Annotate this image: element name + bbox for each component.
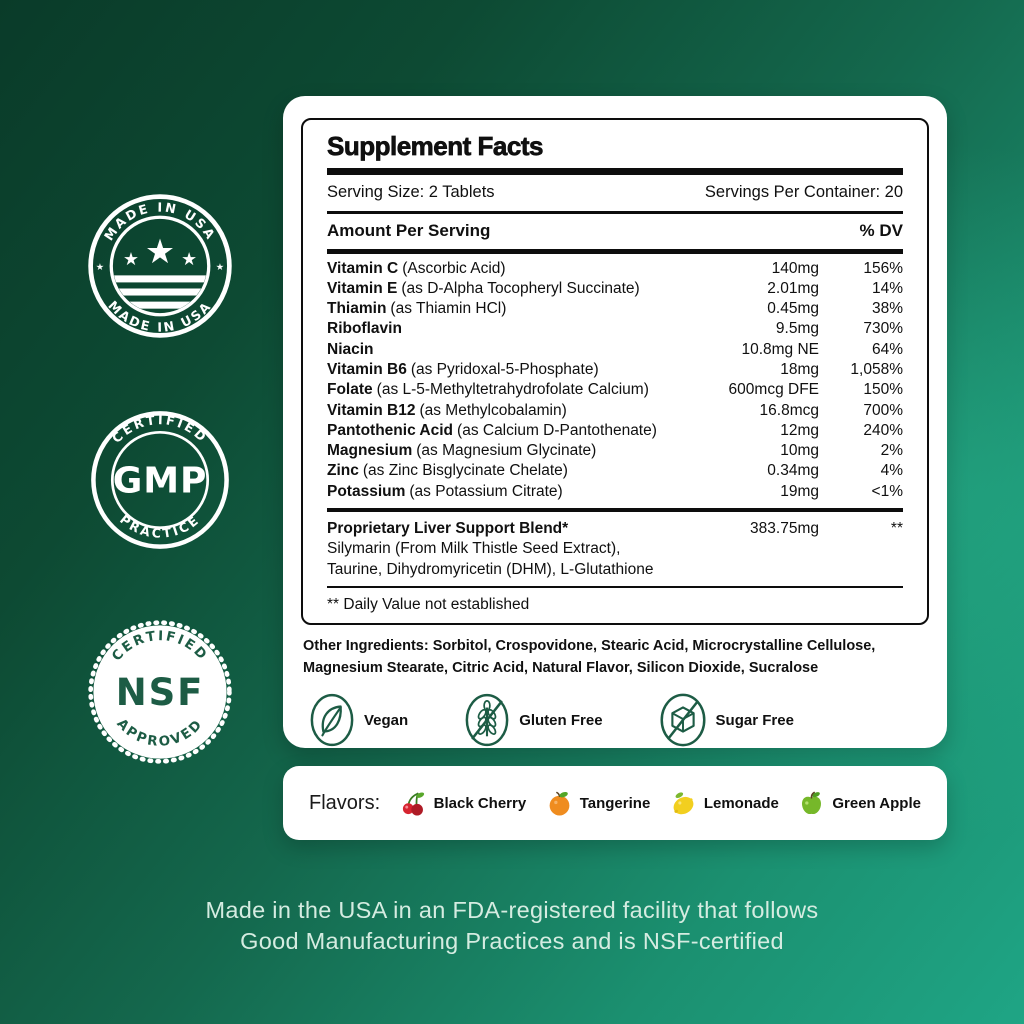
nutrient-amount: 10.8mg NE bbox=[741, 340, 819, 358]
nutrient-amount: 600mcg DFE bbox=[728, 381, 819, 399]
nutrient-detail: (as Zinc Bisglycinate Chelate) bbox=[362, 462, 568, 480]
nutrient-amount: 2.01mg bbox=[767, 279, 819, 297]
divider bbox=[327, 168, 903, 175]
nutrient-detail: (as L-5-Methyltetrahydrofolate Calcium) bbox=[376, 381, 649, 399]
nsf-badge bbox=[86, 618, 234, 766]
blend-components-line2: Taurine, Dihydromyricetin (DHM), L-Glutathione bbox=[327, 560, 654, 578]
nutrient-dv: 64% bbox=[871, 340, 903, 358]
feature-label: Vegan bbox=[364, 711, 409, 729]
flavor-name: Green Apple bbox=[832, 794, 921, 812]
nutrient-amount: 140mg bbox=[771, 259, 819, 277]
other-ingredients bbox=[303, 636, 927, 679]
badge-bottom-text: APPROVED bbox=[113, 716, 207, 751]
table-row bbox=[327, 259, 903, 279]
footer-line2: Good Manufacturing Practices and is NSF-certified bbox=[240, 927, 784, 954]
nutrient-amount: 16.8mcg bbox=[759, 401, 819, 419]
svg-text:PRACTICE bbox=[117, 512, 203, 541]
servings-per-container: Servings Per Container: 20 bbox=[704, 183, 903, 201]
table-row bbox=[327, 421, 903, 441]
nutrient-detail: (as Magnesium Glycinate) bbox=[416, 442, 597, 460]
nutrient-amount: 18mg bbox=[780, 360, 819, 378]
blend-name: Proprietary Liver Support Blend* bbox=[327, 520, 569, 538]
supplement-facts-panel bbox=[283, 96, 947, 748]
feature-gluten-free bbox=[464, 692, 602, 748]
proprietary-blend bbox=[327, 512, 903, 586]
nutrient-amount: 12mg bbox=[780, 421, 819, 439]
other-ingredients-line2: Magnesium Stearate, Citric Acid, Natural Flavor, Silicon Dioxide, Sucralose bbox=[303, 659, 819, 676]
supplement-facts-box bbox=[301, 118, 929, 625]
table-row bbox=[327, 360, 903, 380]
footer-line1: Made in the USA in an FDA-registered facility that follows bbox=[205, 897, 819, 923]
badge-center-text: GMP bbox=[112, 460, 208, 502]
table-row bbox=[327, 279, 903, 299]
nutrient-amount: 0.34mg bbox=[767, 462, 819, 480]
blend-dv: ** bbox=[890, 520, 903, 538]
nutrient-dv: 240% bbox=[863, 421, 903, 439]
star-icon: ★ bbox=[215, 261, 225, 273]
nutrient-name: Riboflavin bbox=[327, 320, 402, 338]
badge-center-text: NSF bbox=[115, 670, 205, 714]
svg-text:CERTIFIED bbox=[109, 412, 211, 446]
nutrient-detail: (as Thiamin HCl) bbox=[390, 300, 507, 318]
nutrient-name: Niacin bbox=[327, 340, 374, 358]
leaf-icon bbox=[309, 692, 355, 748]
blend-components-line1: Silymarin (From Milk Thistle Seed Extract), bbox=[327, 540, 621, 558]
supplement-facts-title: Supplement Facts bbox=[327, 131, 543, 161]
badge-top-text: CERTIFIED bbox=[109, 629, 211, 665]
made-in-usa-badge bbox=[85, 191, 235, 341]
flavor-green-apple bbox=[798, 790, 921, 817]
flavors-label: Flavors: bbox=[309, 791, 381, 814]
feature-label: Gluten Free bbox=[519, 711, 603, 729]
badge-bottom-text: PRACTICE bbox=[117, 511, 203, 541]
feature-label: Sugar Free bbox=[715, 711, 794, 729]
flavor-tangerine bbox=[546, 790, 651, 817]
nutrient-name: Folate bbox=[327, 381, 373, 399]
nutrient-amount: 0.45mg bbox=[767, 300, 819, 318]
nutrient-name: Vitamin C bbox=[327, 259, 399, 277]
nutrient-detail: (as D-Alpha Tocopheryl Succinate) bbox=[401, 279, 640, 297]
table-row bbox=[327, 461, 903, 481]
nutrient-dv: 38% bbox=[871, 300, 903, 318]
table-row bbox=[327, 482, 903, 502]
amount-per-serving-header: Amount Per Serving bbox=[327, 220, 491, 240]
nutrient-detail: (Ascorbic Acid) bbox=[402, 259, 506, 277]
cherry-icon bbox=[400, 790, 427, 817]
flavor-name: Tangerine bbox=[579, 794, 651, 812]
table-row bbox=[327, 319, 903, 339]
table-row bbox=[327, 340, 903, 360]
star-icon: ★ bbox=[144, 232, 176, 272]
made-in-usa-badge-icon bbox=[85, 191, 235, 341]
daily-value-header: % DV bbox=[859, 220, 903, 240]
nutrient-amount: 19mg bbox=[780, 482, 819, 500]
nutrient-name: Vitamin B6 bbox=[327, 360, 407, 378]
feature-vegan bbox=[309, 692, 408, 748]
nutrient-detail: (as Calcium D-Pantothenate) bbox=[457, 421, 657, 439]
nutrient-name: Pantothenic Acid bbox=[327, 421, 454, 439]
feature-badges-row bbox=[309, 692, 929, 748]
nutrient-dv: 2% bbox=[880, 442, 903, 460]
table-row bbox=[327, 401, 903, 421]
nutrient-name: Potassium bbox=[327, 482, 406, 500]
flavor-name: Lemonade bbox=[703, 794, 779, 812]
blend-amount: 383.75mg bbox=[750, 520, 819, 538]
footer-caption bbox=[0, 895, 1024, 956]
flavor-name: Black Cherry bbox=[433, 794, 527, 812]
nutrient-detail: (as Pyridoxal-5-Phosphate) bbox=[410, 360, 599, 378]
no-sugar-icon bbox=[659, 692, 707, 748]
feature-sugar-free bbox=[659, 692, 794, 748]
nutrient-dv: <1% bbox=[871, 482, 903, 500]
badge-top-text: MADE IN USA bbox=[100, 199, 220, 244]
flavor-lemonade bbox=[670, 790, 779, 817]
daily-value-footnote: ** Daily Value not established bbox=[327, 596, 530, 614]
nutrient-dv: 4% bbox=[880, 462, 903, 480]
serving-line bbox=[327, 175, 903, 211]
table-row bbox=[327, 441, 903, 461]
nsf-badge-icon bbox=[86, 618, 234, 766]
nutrient-dv: 150% bbox=[863, 381, 903, 399]
nutrient-dv: 730% bbox=[863, 320, 903, 338]
tangerine-icon bbox=[546, 790, 573, 817]
nutrient-name: Thiamin bbox=[327, 300, 387, 318]
nutrient-name: Magnesium bbox=[327, 442, 413, 460]
star-icon: ★ bbox=[122, 249, 139, 271]
nutrient-rows bbox=[327, 254, 903, 509]
nutrient-name: Zinc bbox=[327, 462, 359, 480]
nutrient-name: Vitamin E bbox=[327, 279, 398, 297]
lemon-icon bbox=[670, 790, 697, 817]
badge-top-text: CERTIFIED bbox=[108, 412, 212, 446]
table-row bbox=[327, 380, 903, 400]
no-gluten-icon bbox=[464, 692, 510, 748]
badge-bottom-text: MADE IN USA bbox=[105, 297, 215, 335]
star-icon: ★ bbox=[181, 249, 198, 271]
serving-size: Serving Size: 2 Tablets bbox=[327, 183, 495, 201]
gmp-badge-icon bbox=[88, 408, 232, 552]
flavors-bar bbox=[283, 766, 947, 840]
nutrient-dv: 14% bbox=[871, 279, 903, 297]
other-ingredients-line1: Other Ingredients: Sorbitol, Crospovidone, Stearic Acid, Microcrystalline Cellulose, bbox=[303, 638, 876, 655]
flag-stripes bbox=[109, 275, 210, 308]
table-row bbox=[327, 299, 903, 319]
gmp-badge bbox=[88, 408, 232, 552]
nutrient-amount: 10mg bbox=[780, 442, 819, 460]
apple-icon bbox=[798, 790, 825, 817]
nutrient-amount: 9.5mg bbox=[775, 320, 819, 338]
nutrient-detail: (as Methylcobalamin) bbox=[419, 401, 567, 419]
nutrient-dv: 1,058% bbox=[850, 360, 903, 378]
flavor-black-cherry bbox=[400, 790, 527, 817]
column-header bbox=[327, 214, 903, 249]
nutrient-dv: 156% bbox=[863, 259, 903, 277]
star-icon: ★ bbox=[95, 261, 105, 273]
nutrient-dv: 700% bbox=[863, 401, 903, 419]
nutrient-name: Vitamin B12 bbox=[327, 401, 416, 419]
nutrient-detail: (as Potassium Citrate) bbox=[409, 482, 563, 500]
